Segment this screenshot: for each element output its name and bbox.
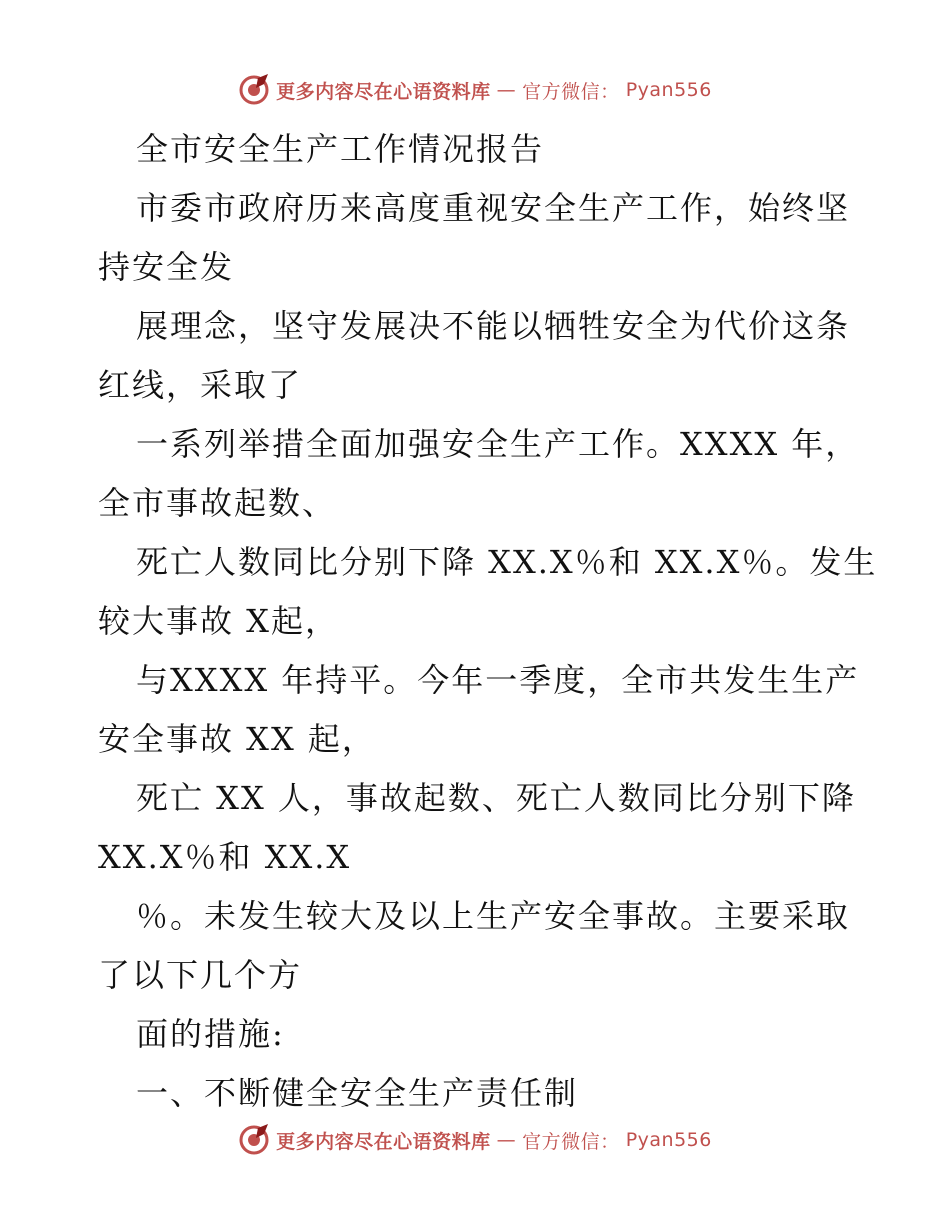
document-title: 全市安全生产工作情况报告	[136, 130, 545, 168]
watermark-separator: —	[496, 1129, 517, 1151]
footer-watermark	[0, 1122, 950, 1158]
watermark-official-label: 官方微信：	[522, 1130, 620, 1153]
paragraph-line: XX.X％和 XX.X	[98, 838, 352, 876]
paragraph-line: 与XXXX 年持平。今年一季度，全市共发生生产	[136, 661, 860, 699]
document-body	[98, 120, 878, 1123]
paragraph-line: 较大事故 X起，	[98, 602, 339, 640]
watermark-separator: —	[496, 79, 517, 101]
header-watermark	[0, 72, 950, 108]
pen-circle-logo-icon	[238, 74, 270, 106]
paragraph-line: 了以下几个方	[98, 956, 303, 994]
paragraph-line: ％。未发生较大及以上生产安全事故。主要采取	[136, 897, 851, 935]
paragraph-line: 安全事故 XX 起，	[98, 720, 376, 758]
watermark-main-text: 更多内容尽在心语资料库	[276, 80, 491, 103]
paragraph-line: 红线，采取了	[98, 366, 303, 404]
paragraph-line: 一系列举措全面加强安全生产工作。XXXX 年，	[136, 425, 860, 463]
watermark-official-label: 官方微信：	[522, 80, 620, 103]
section-heading: 一、不断健全安全生产责任制	[136, 1074, 579, 1112]
paragraph-line: 死亡 XX 人，事故起数、死亡人数同比分别下降	[136, 779, 856, 817]
paragraph-line: 市委市政府历来高度重视安全生产工作，始终坚	[136, 189, 851, 227]
watermark-wechat-id: Pyan556	[625, 1129, 712, 1151]
paragraph-line: 面的措施:	[136, 1015, 285, 1053]
paragraph-line: 持安全发	[98, 248, 235, 286]
watermark-main-text: 更多内容尽在心语资料库	[276, 1130, 491, 1153]
watermark-wechat-id: Pyan556	[625, 79, 712, 101]
paragraph-line: 展理念，坚守发展决不能以牺牲安全为代价这条	[136, 307, 851, 345]
paragraph-line: 死亡人数同比分别下降 XX.X％和 XX.X％。发生	[136, 543, 878, 581]
pen-circle-logo-icon	[238, 1124, 270, 1156]
paragraph-line: 全市事故起数、	[98, 484, 337, 522]
